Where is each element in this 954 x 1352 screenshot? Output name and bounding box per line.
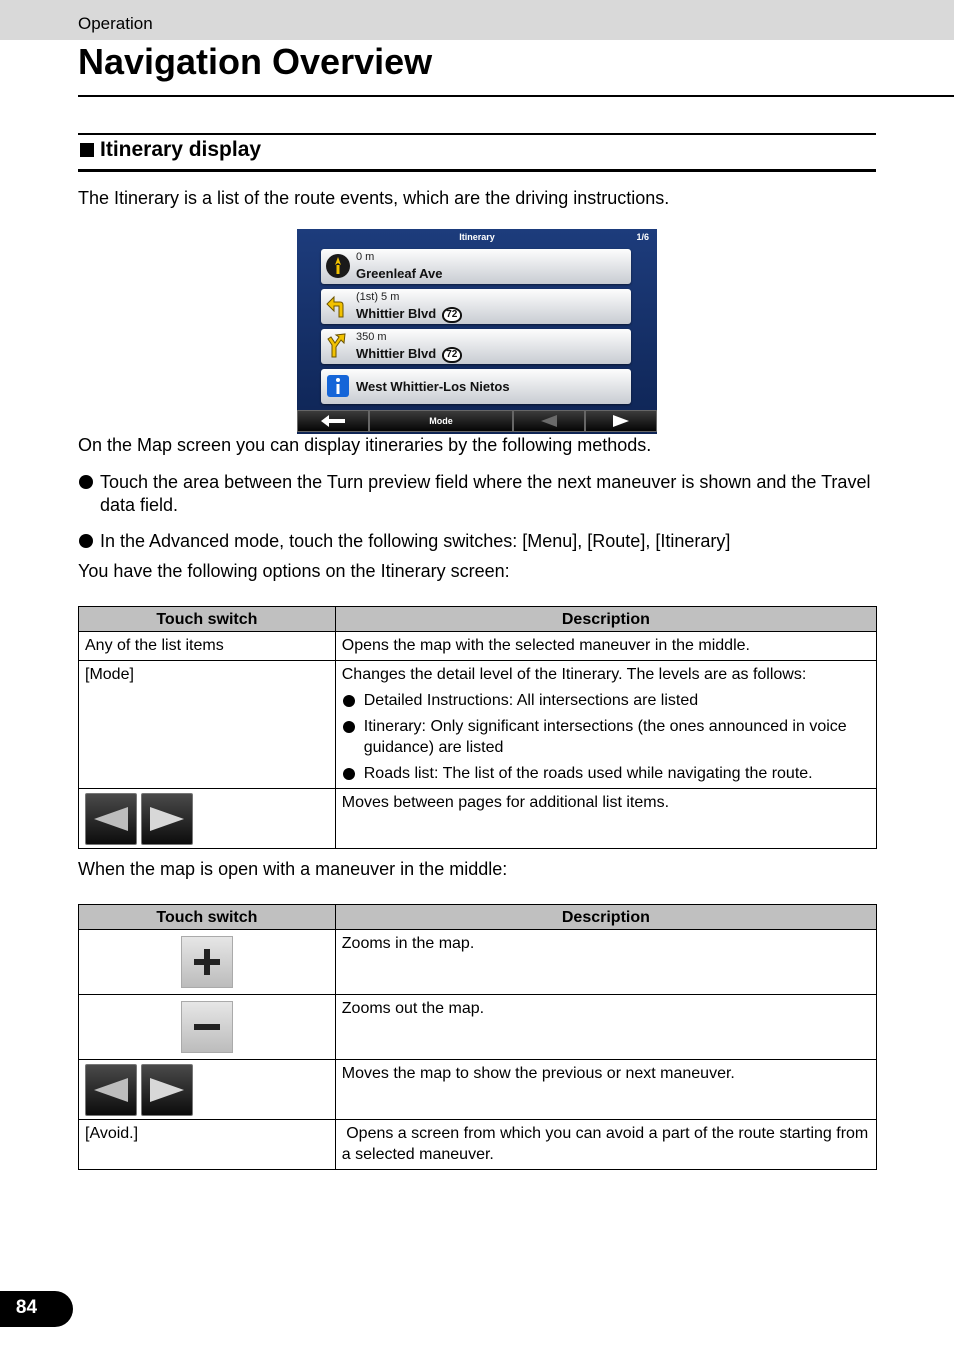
keep-right-icon (325, 333, 351, 359)
itinerary-item (321, 289, 631, 324)
plus-icon (192, 947, 222, 977)
description-cell: Zooms in the map. (335, 930, 876, 995)
switch-cell: [Mode] (79, 661, 336, 789)
table-header-row (79, 905, 877, 930)
level-bullet (342, 716, 870, 758)
zoom-out-button (181, 1001, 233, 1053)
screenshot-title: Itinerary (459, 232, 495, 242)
options-intro: You have the following options on the Itinerary screen: (78, 561, 510, 581)
level-bullet (342, 763, 870, 784)
section-label: Operation (78, 14, 153, 33)
square-bullet-icon (80, 143, 94, 157)
map-intro: When the map is open with a maneuver in the middle: (78, 859, 508, 879)
maneuver-arrow-buttons (85, 1063, 329, 1116)
column-header: Touch switch (79, 607, 336, 632)
table-row (79, 661, 877, 789)
itinerary-street (356, 306, 462, 323)
arrow-right-icon (147, 804, 187, 834)
description-cell: Opens the map with the selected maneuver in the middle. (335, 632, 876, 661)
bullet-dot-icon (343, 695, 355, 707)
level-text: Itinerary: Only significant intersections (the ones announced in voice guidance) are listed (363, 718, 847, 756)
description-cell: Zooms out the map. (335, 995, 876, 1060)
back-arrow-icon (319, 414, 347, 428)
table-header-row (79, 607, 877, 632)
table-row (79, 1060, 877, 1120)
bullet-dot-icon (343, 721, 355, 733)
description-cell (335, 661, 876, 789)
switch-cell (79, 930, 336, 995)
table-row (79, 995, 877, 1060)
next-page-button (585, 410, 657, 432)
column-header: Description (335, 905, 876, 930)
switch-cell: Any of the list items (79, 632, 336, 661)
mode-button: Mode (369, 410, 513, 432)
level-bullet (342, 690, 870, 711)
itinerary-distance: 350 m (356, 331, 387, 343)
screenshot-header (297, 229, 657, 245)
description-cell: Opens a screen from which you can avoid a part of the route starting from a selected maneuver. (335, 1120, 876, 1170)
itinerary-street-name: Whittier Blvd (356, 346, 437, 361)
arrow-left-icon (91, 1075, 131, 1105)
itinerary-distance: 0 m (356, 251, 375, 263)
back-button (297, 410, 369, 432)
table-row (79, 1120, 877, 1170)
itinerary-item (321, 249, 631, 284)
description-text: Changes the detail level of the Itinerary. The levels are as follows: (341, 666, 807, 683)
start-flag-icon (325, 253, 351, 279)
switch-cell (79, 1060, 336, 1120)
arrow-right-icon (147, 1075, 187, 1105)
arrow-left-button (85, 793, 137, 845)
switch-cell (79, 995, 336, 1060)
previous-page-button (513, 410, 585, 432)
subsection-heading (78, 133, 876, 172)
table-row (79, 632, 877, 661)
itinerary-street (356, 346, 462, 363)
itinerary-street-name: Whittier Blvd (356, 306, 437, 321)
method-text: In the Advanced mode, touch the following switches: [Menu], [Route], [Itinerary] (100, 531, 731, 551)
route-shield: 72 (442, 347, 462, 363)
switch-cell: [Avoid.] (79, 1120, 336, 1170)
description-cell: Moves the map to show the previous or next maneuver. (335, 1060, 876, 1120)
page-arrow-buttons (85, 792, 329, 845)
arrow-right-button (141, 793, 193, 845)
table-row (79, 930, 877, 995)
itinerary-options-table (78, 606, 877, 849)
method-bullet (78, 471, 878, 517)
zoom-in-button (181, 936, 233, 988)
screenshot-page-indicator: 1/6 (636, 232, 649, 242)
itinerary-street: West Whittier-Los Nietos (356, 379, 510, 394)
itinerary-distance: (1st) 5 m (356, 291, 400, 303)
column-header: Description (335, 607, 876, 632)
subsection-title: Itinerary display (100, 138, 262, 161)
intro-paragraph: The Itinerary is a list of the route events, which are the driving instructions. (78, 188, 670, 208)
itinerary-screenshot (297, 229, 657, 434)
itinerary-item (321, 329, 631, 364)
arrow-right-button (141, 1064, 193, 1116)
method-bullet (78, 530, 878, 553)
minus-icon (192, 1012, 222, 1042)
route-shield: 72 (442, 307, 462, 323)
arrow-left-icon (539, 414, 559, 428)
method-text: Touch the area between the Turn preview field where the next maneuver is shown and the Travel data field. (100, 472, 871, 515)
map-options-table (78, 904, 877, 1170)
turn-left-icon (325, 293, 351, 319)
itinerary-street: Greenleaf Ave (356, 266, 443, 281)
bullet-dot-icon (79, 534, 93, 548)
methods-intro: On the Map screen you can display itineraries by the following methods. (78, 435, 652, 455)
description-cell: Moves between pages for additional list items. (335, 789, 876, 849)
page-title: Navigation Overview (78, 41, 433, 82)
arrow-right-icon (611, 414, 631, 428)
title-divider (78, 95, 954, 97)
arrow-left-button (85, 1064, 137, 1116)
info-icon (325, 373, 351, 399)
itinerary-item (321, 369, 631, 404)
table-row (79, 789, 877, 849)
column-header: Touch switch (79, 905, 336, 930)
bullet-dot-icon (79, 475, 93, 489)
switch-cell (79, 789, 336, 849)
page-number: 84 (0, 1291, 73, 1327)
arrow-left-icon (91, 804, 131, 834)
bullet-dot-icon (343, 768, 355, 780)
level-text: Detailed Instructions: All intersections are listed (363, 692, 699, 709)
level-text: Roads list: The list of the roads used while navigating the route. (363, 765, 813, 782)
